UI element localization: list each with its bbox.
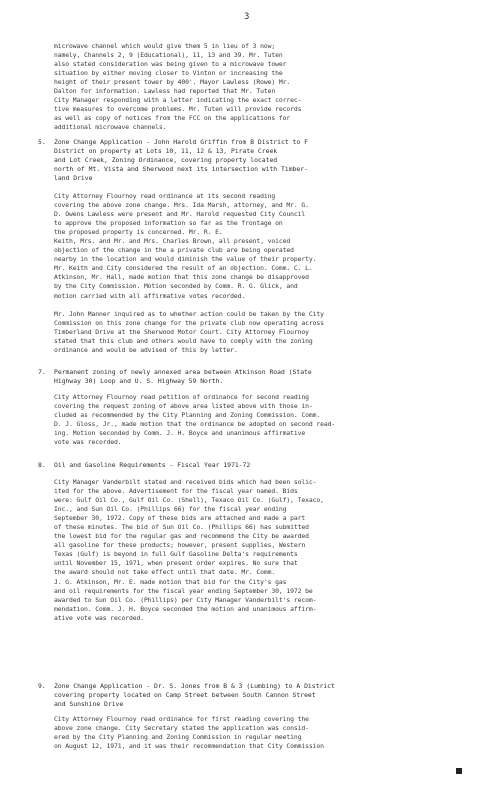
item-title: Oil and Gasoline Requirements - Fiscal Year 1971-72 bbox=[54, 461, 251, 469]
page-number: 3 bbox=[244, 12, 250, 22]
paragraph-oil-gasoline-bids: City Manager Vanderbilt stated and received bids which had been solic- ited for the above. Advertisement for the fiscal year named. Bids were: Gulf Oil Co., Gulf Oil Co. (Shell), Texaco Oil Co. (Gulf), Texaco, Inc., and Sun Oil Co. (Phillips 66) for the fiscal year ending September 30, 1972. Copy of these bids are attached and made a part of these minutes. The bid of Sun Oil Co. (Phillips 66) has submitted the lowest bid for the regular gas and recommend the City be awarded all gasoline for these products; however, present supplies, Western Texas (Gulf) is beyond in full Gulf Gasoline Delta's requirements until November 15, 1971, when present order expires. No sure that the award should not take effect until that date. Mr. Comm. J. G. Atkinson, Mr. E. made motion that bid for the City's gas and oil requirements for the fiscal year ending September 30, 1972 be awarded to Sun Oil Co. (Phillips) per City Manager Vanderbilt's recom- mendation. Comm. J. H. Boyce seconded the motion and unanimous affirm- ative vote was recorded. bbox=[54, 478, 324, 622]
item-title: Zone Change Application - John Harold Griffin from B District to F District on property at Lots 10, 11, 12 & 13, Pirate Creek and Lot Creek, Zoning Ordinance, covering property located north of Mt. Vista and Sherwood next its intersection with Timber- land Drive bbox=[54, 138, 308, 183]
paragraph-permanent-zoning: City Attorney Flournoy read petition of ordinance for second reading covering the request zoning of above area listed above with those in- cluded as recommended by the City Planning and Zoning Commission. Comm. D. J. Gloss, Jr., made motion that the ordinance be adopted on second read- ing. Motion seconded by Comm. J. H. Boyce and unanimous affirmative vote was recorded. bbox=[54, 393, 336, 447]
item-number: 7. bbox=[38, 368, 46, 376]
item-number: 8. bbox=[38, 461, 46, 469]
paragraph-first-reading: City Attorney Flournoy read ordinance for first reading covering the above zone change. City Secretary stated the application was consid- ered by the City Planning and Zoning Commission in regular meeting on August 12, 1971, and it was their recommendation that City Commission bbox=[54, 715, 324, 751]
paragraph-zone-change-second-reading: City Attorney Flournoy read ordinance at its second reading covering the above zone change. Mrs. Ida Marsh, attorney, and Mr. G. D. Owens Lawless were present and Mr. Harold requested City Council to approve the proposed information so far as the frontage on the proposed property is concerned. Mr. R. E. Keith, Mrs. and Mr. and Mrs. Charles Brown, all present, voiced objection of the change in the a private club are being operated nearby in the location and would diminish the value of their property. Mr. Keith and City considered the result of an objection. Comm. C. L. Atkinson, Mr. Hall, made motion that this zone change be disapproved by the City Commission. Motion seconded by Comm. R. G. Glick, and motion carried with all affirmative votes recorded. bbox=[54, 192, 317, 300]
item-number: 5. bbox=[38, 138, 46, 146]
item-title: Zone Change Application - Dr. S. Jones from B & 3 (Lumbing) to A District covering property located on Camp Street between South Cannon Street and Sunshine Drive bbox=[54, 682, 335, 709]
scan-mark bbox=[456, 768, 462, 774]
item-number: 9. bbox=[38, 682, 46, 690]
paragraph-private-club: Mr. John Manner inquired as to whether action could be taken by the City Commission on this zone change for the private club now operating across Timberland Drive at the Sherwood Motor Court. City Attorney Flournoy stated that this club and others would have to comply with the zoning ordinance and would be advised of this by letter. bbox=[54, 310, 324, 355]
item-title: Permanent zoning of newly annexed area between Atkinson Road (State Highway 30) Loop and U. S. Highway 59 North. bbox=[54, 368, 312, 386]
paragraph-microwave: microwave channel which would give them 5 in lieu of 3 now; namely, Channels 2, 9 (Educational), 11, 13 and 39. Mr. Tuten also stated consideration was being given to a microwave tower situation by either moving closer to Vinton or increasing the height of their present tower by 400'. Mayor Lawless (Rowe) Mr. Dalton for information. Lawless had reported that Mr. Tuten City Manager responding with a letter indicating the exact correc- tive measures to overcome problems. Mr. Tuten will provide records as well as copy of notices from the FCC on the applications for additional microwave channels. bbox=[54, 42, 302, 132]
